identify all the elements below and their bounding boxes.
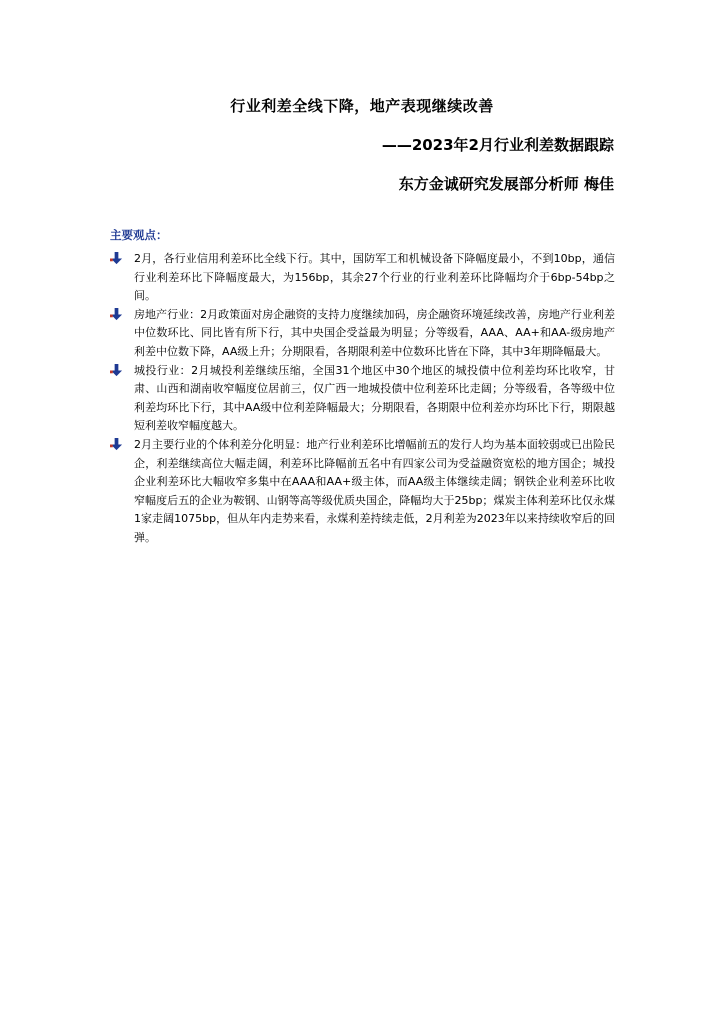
list-item	[110, 250, 615, 306]
point-text: 2月主要行业的个体利差分化明显：地产行业利差环比增幅前五的发行人均为基本面较弱或已出险民企，利差继续高位大幅走阔，利差环比降幅前五名中有四家公司为受益融资宽松的地方国企；城投企业利差环比大幅收窄多集中在AAA和AA+级主体，而AA级主体继续走阔；钢铁企业利差环比收窄幅度后五的企业为鞍钢、山钢等高等级优质央国企，降幅均大于25bp；煤炭主体利差环比仅永煤1家走阔1075bp，但从年内走势来看，永煤利差持续走低，2月利差为2023年以来持续收窄后的回弹。	[134, 437, 615, 544]
point-text: 城投行业：2月城投利差继续压缩，全国31个地区中30个地区的城投债中位利差均环比收窄，甘肃、山西和湖南收窄幅度位居前三，仅广西一地城投债中位利差环比走阔；分等级看，各等级中位利差均环比下行，其中AA级中位利差降幅最大；分期限看，各期限中位利差亦均环比下行，期限越短利差收窄幅度越大。	[134, 363, 615, 433]
point-text: 房地产行业：2月政策面对房企融资的支持力度继续加码，房企融资环境延续改善，房地产行业利差中位数环比、同比皆有所下行，其中央国企受益最为明显；分等级看，AAA、AA+和AA-级房地产利差中位数下降，AA级上升；分期限看，各期限利差中位数环比皆在下降，其中3年期降幅最大。	[134, 307, 615, 358]
arrow-bullet-icon	[110, 252, 123, 265]
list-item	[110, 436, 615, 548]
arrow-bullet-icon	[110, 438, 123, 451]
section-heading-main-points: 主要观点：	[110, 228, 168, 242]
list-item	[110, 306, 615, 362]
document-subtitle: ——2023年2月行业利差数据跟踪	[381, 136, 614, 154]
list-item	[110, 362, 615, 436]
document-author: 东方金诚研究发展部分析师 梅佳	[398, 175, 614, 193]
arrow-bullet-icon	[110, 308, 123, 321]
point-text: 2月，各行业信用利差环比全线下行。其中，国防军工和机械设备下降幅度最小，不到10bp，通信行业利差环比下降幅度最大，为156bp，其余27个行业的行业利差环比降幅均介于6bp-54bp之间。	[134, 252, 615, 303]
main-points-list	[110, 250, 615, 548]
document-title: 行业利差全线下降，地产表现继续改善	[230, 97, 494, 115]
arrow-bullet-icon	[110, 364, 123, 377]
